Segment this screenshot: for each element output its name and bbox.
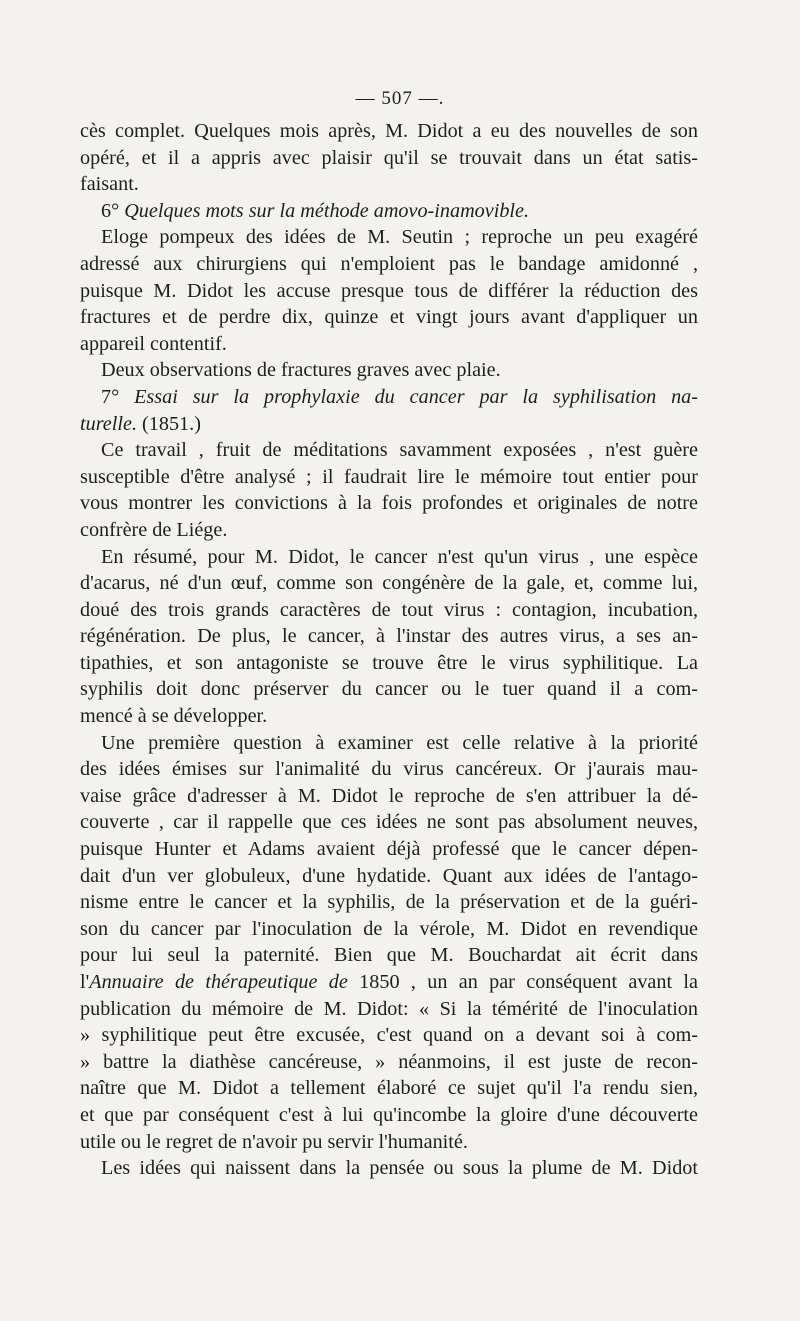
text-line: pour lui seul la paternité. Bien que M. Bouchardat ait écrit dans xyxy=(80,944,698,967)
page-number: — 507 —. xyxy=(355,88,445,109)
text-line: l'Annuaire de thérapeutique de 1850 , un an par conséquent avant la xyxy=(80,971,698,993)
text-line: » syphilitique peut être excusée, c'est quand on a devant soi à com- xyxy=(80,1024,698,1047)
text-line: Une première question à examiner est celle relative à la priorité xyxy=(101,731,698,754)
text-line: cès complet. Quelques mois après, M. Didot a eu des nouvelles de son xyxy=(80,120,698,142)
text-line: confrère de Liége. xyxy=(80,518,228,541)
text-line: puisque M. Didot les accuse presque tous de différer la réduction des xyxy=(80,279,698,302)
text-line: dait d'un ver globuleux, d'une hydatide. Quant aux idées de l'antago- xyxy=(80,864,698,887)
text-line: vaise grâce d'adresser à M. Didot le reproche de s'en attribuer la dé- xyxy=(80,784,698,807)
text-line: syphilis doit donc préserver du cancer ou le tuer quand il a com- xyxy=(80,678,698,701)
text-line: couverte , car il rappelle que ces idées ne sont pas absolument neuves, xyxy=(80,811,698,834)
text-line: doué des trois grands caractères de tout virus : contagion, incubation, xyxy=(80,598,698,621)
text-line: 6° Quelques mots sur la méthode amovo-inamovible. xyxy=(101,199,530,222)
text-line: susceptible d'être analysé ; il faudrait lire le mémoire tout entier pour xyxy=(80,465,698,488)
text-line: 7° Essai sur la prophylaxie du cancer par la syphilisation na- xyxy=(101,385,698,408)
text-line: adressé aux chirurgiens qui n'emploient pas le bandage amidonné , xyxy=(80,252,698,275)
text-line: d'acarus, né d'un œuf, comme son congénère de la gale, et, comme lui, xyxy=(80,572,698,595)
text-line: Deux observations de fractures graves avec plaie. xyxy=(101,359,501,382)
body-text xyxy=(80,118,698,1182)
text-line: » battre la diathèse cancéreuse, » néanmoins, il est juste de recon- xyxy=(80,1050,698,1073)
text-line: régénération. De plus, le cancer, à l'instar des autres virus, a ses an- xyxy=(80,625,698,648)
text-line: opéré, et il a appris avec plaisir qu'il se trouvait dans un état satis- xyxy=(80,146,698,169)
text-line: vous montrer les convictions à la fois profondes et originales de notre xyxy=(80,492,698,515)
text-line: et que par conséquent c'est à lui qu'incombe la gloire d'une découverte xyxy=(80,1103,698,1126)
text-line: tipathies, et son antagoniste se trouve être le virus syphilitique. La xyxy=(80,651,698,674)
text-line: turelle. (1851.) xyxy=(80,412,201,435)
text-line: faisant. xyxy=(80,173,139,196)
text-line: En résumé, pour M. Didot, le cancer n'est qu'un virus , une espèce xyxy=(101,545,698,568)
text-line: utile ou le regret de n'avoir pu servir l'humanité. xyxy=(80,1130,468,1153)
text-line: nisme entre le cancer et la syphilis, de la préservation et de la guéri- xyxy=(80,891,698,914)
text-line: Les idées qui naissent dans la pensée ou sous la plume de M. Didot xyxy=(101,1157,698,1180)
text-line: mencé à se développer. xyxy=(80,705,268,728)
text-line: fractures et de perdre dix, quinze et vingt jours avant d'appliquer un xyxy=(80,306,698,329)
text-line: Ce travail , fruit de méditations savamment exposées , n'est guère xyxy=(101,439,698,462)
text-line: son du cancer par l'inoculation de la vérole, M. Didot en revendique xyxy=(80,917,698,940)
text-line: appareil contentif. xyxy=(80,332,227,355)
text-line: naître que M. Didot a tellement élaboré ce sujet qu'il l'a rendu sien, xyxy=(80,1077,698,1100)
text-line: des idées émises sur l'animalité du virus cancéreux. Or j'aurais mau- xyxy=(80,758,698,781)
text-line: publication du mémoire de M. Didot: « Si la témérité de l'inoculation xyxy=(80,997,698,1020)
text-line: puisque Hunter et Adams avaient déjà professé que le cancer dépen- xyxy=(80,838,698,861)
text-line: Eloge pompeux des idées de M. Seutin ; reproche un peu exagéré xyxy=(101,226,698,249)
